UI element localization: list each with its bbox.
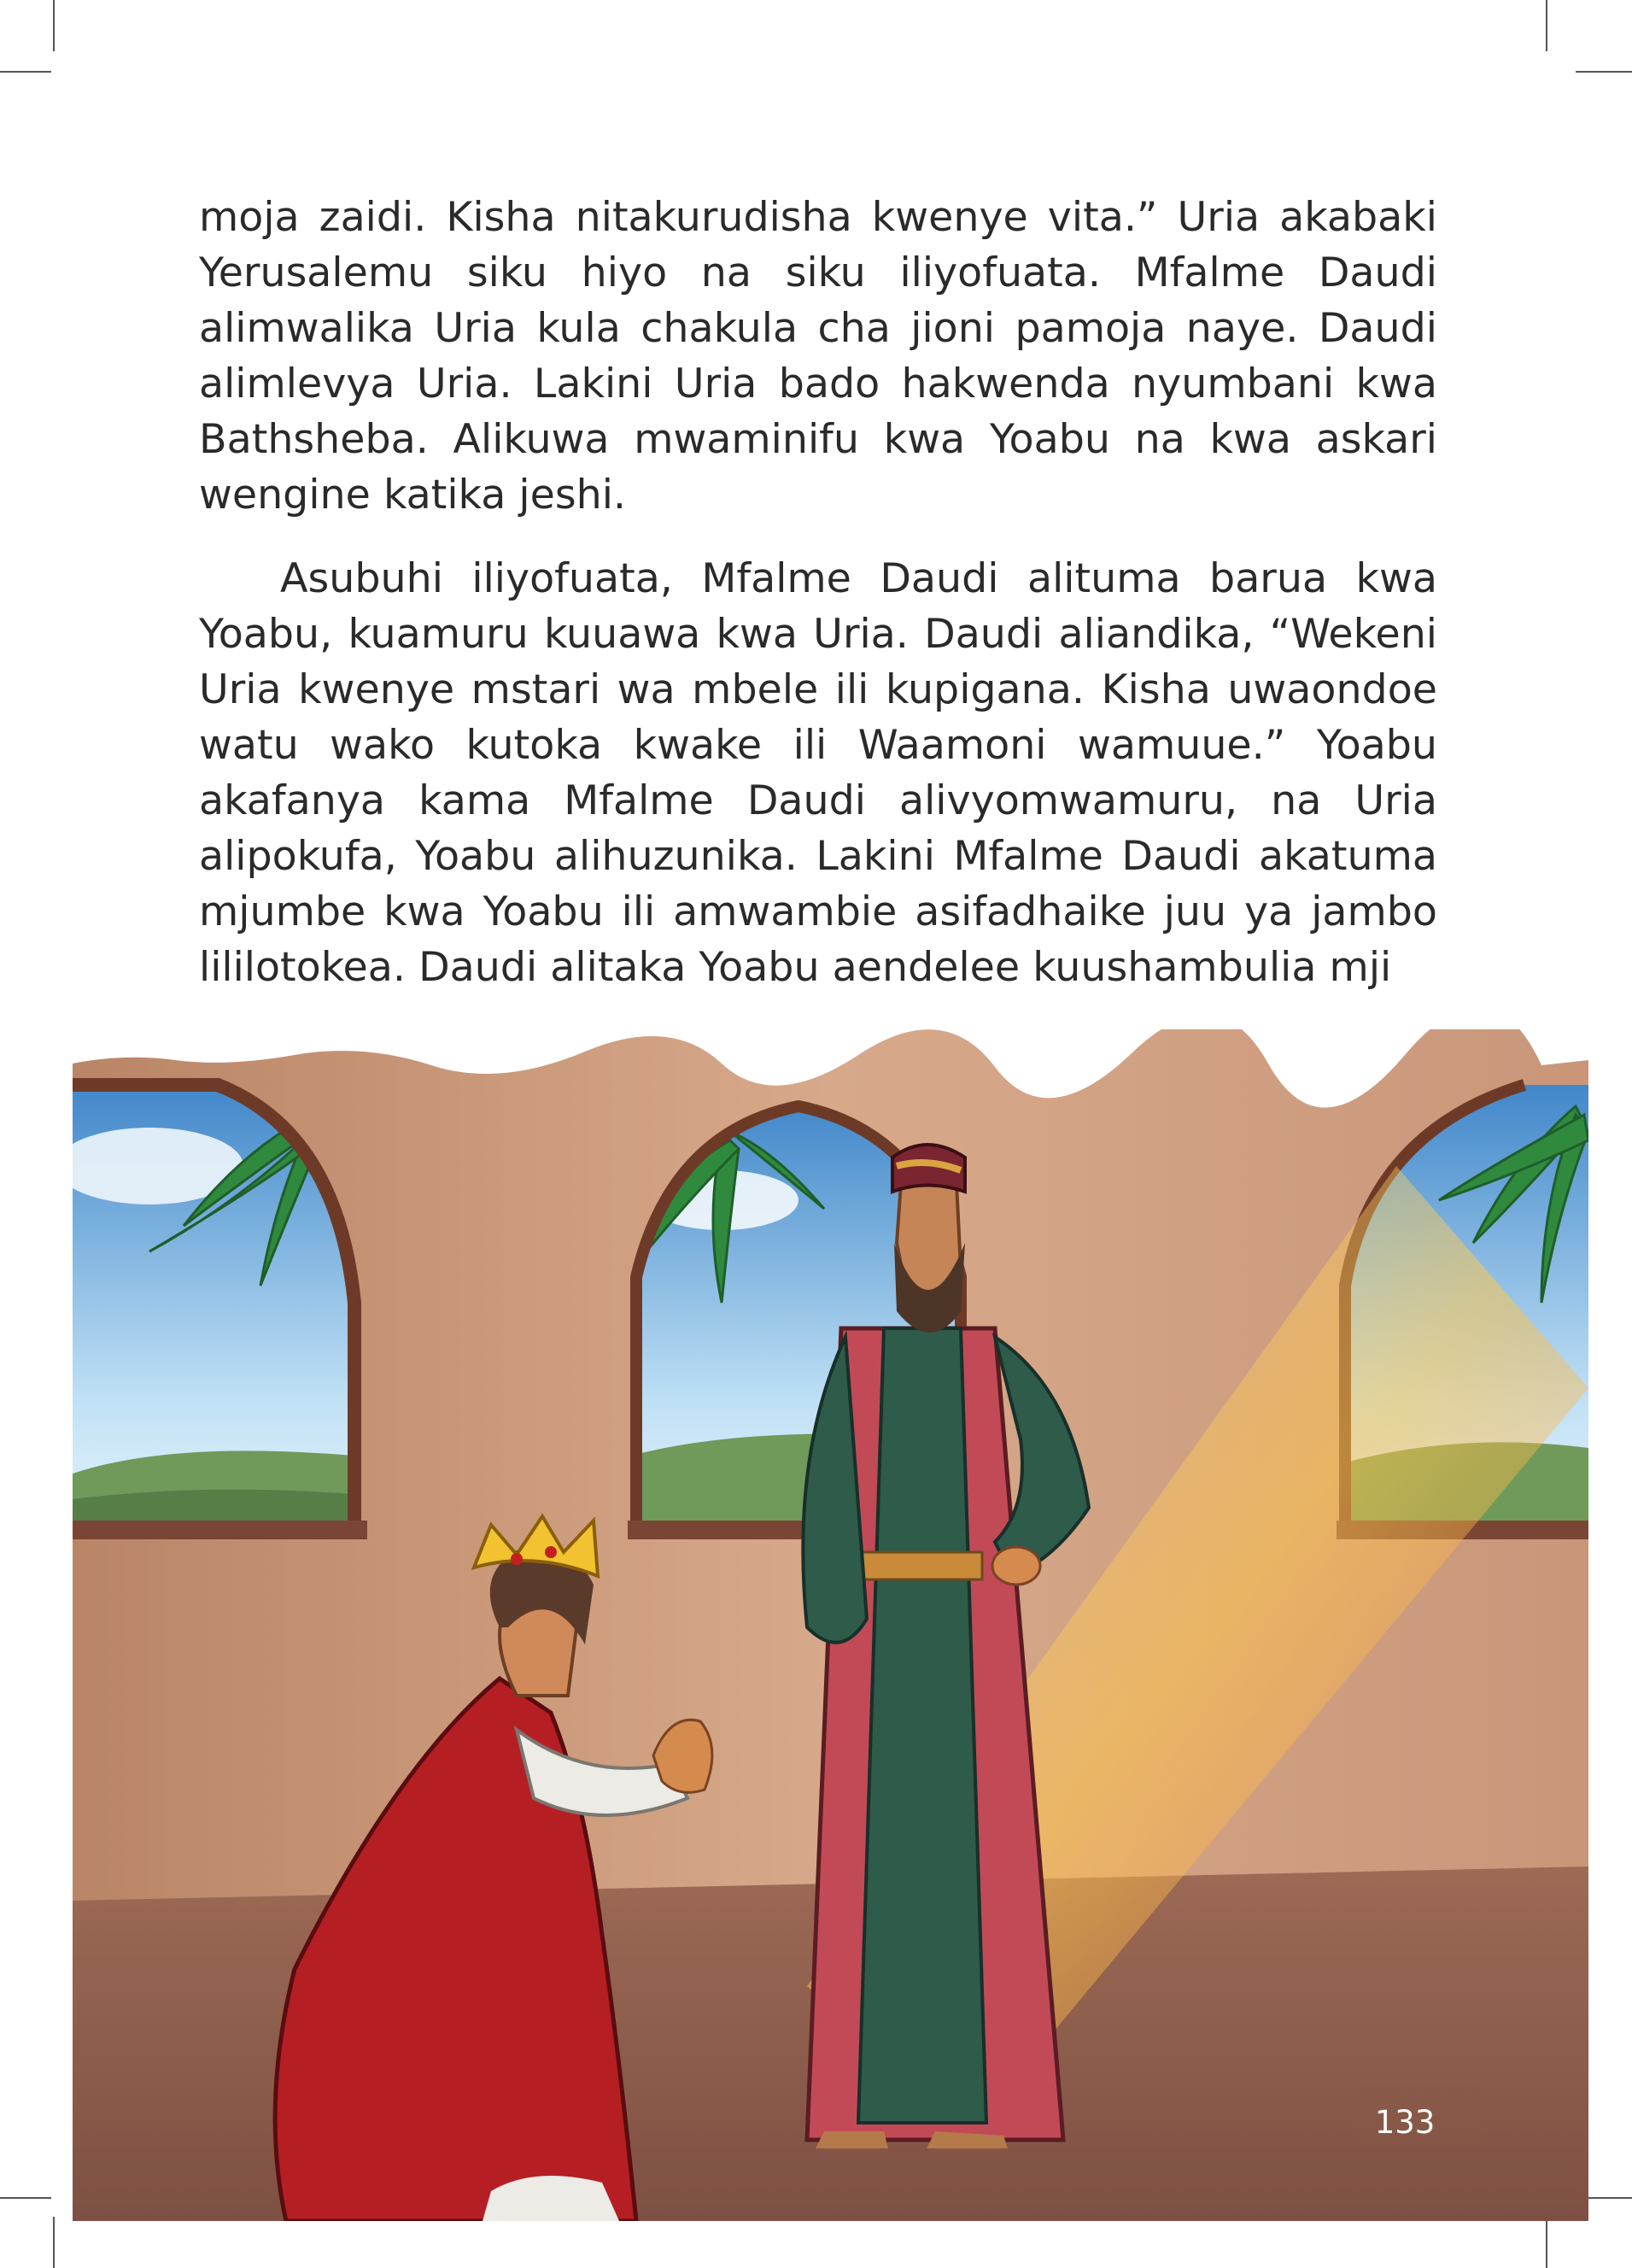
text-line: watu wako kutoka kwake ili Waamoni wamuue.” Yoabu — [199, 722, 1437, 769]
paragraph-2 — [199, 551, 1437, 995]
text-line: lililotokea. Daudi alitaka Yoabu aendelee kuushambulia mji — [199, 944, 1392, 991]
text-line: Yerusalemu siku hiyo na siku iliyofuata. Mfalme Daudi — [199, 249, 1437, 296]
crop-mark — [0, 2197, 51, 2199]
text-line: alimwalika Uria kula chakula cha jioni pamoja naye. Daudi — [199, 305, 1437, 352]
text-line: Yoabu, kuamuru kuuawa kwa Uria. Daudi aliandika, “Wekeni — [199, 611, 1437, 658]
text-line: alipokufa, Yoabu alihuzunika. Lakini Mfalme Daudi akatuma — [199, 833, 1437, 880]
text-line: wengine katika jeshi. — [199, 472, 627, 519]
text-line: alimlevya Uria. Lakini Uria bado hakwenda nyumbani kwa — [199, 360, 1437, 407]
crop-mark — [53, 0, 55, 51]
page-number: 133 — [1374, 2104, 1436, 2141]
crop-mark — [1576, 71, 1632, 73]
story-illustration — [73, 1029, 1588, 2221]
crop-mark — [1546, 0, 1547, 51]
crop-mark — [1546, 2217, 1547, 2268]
crop-mark — [0, 71, 51, 73]
text-line: mjumbe kwa Yoabu ili amwambie asifadhaike juu ya jambo — [199, 888, 1437, 935]
text-line: Uria kwenye mstari wa mbele ili kupigana. Kisha uwaondoe — [199, 666, 1437, 713]
text-line: akafanya kama Mfalme Daudi alivyomwamuru, na Uria — [199, 777, 1437, 824]
text-line: moja zaidi. Kisha nitakurudisha kwenye vita.” Uria akabaki — [199, 194, 1437, 241]
paragraph-1 — [199, 190, 1437, 523]
text-line: Bathsheba. Alikuwa mwaminifu kwa Yoabu na kwa askari — [199, 416, 1437, 463]
crop-mark — [53, 2217, 55, 2268]
text-line: Asubuhi iliyofuata, Mfalme Daudi alituma barua kwa — [280, 555, 1437, 602]
